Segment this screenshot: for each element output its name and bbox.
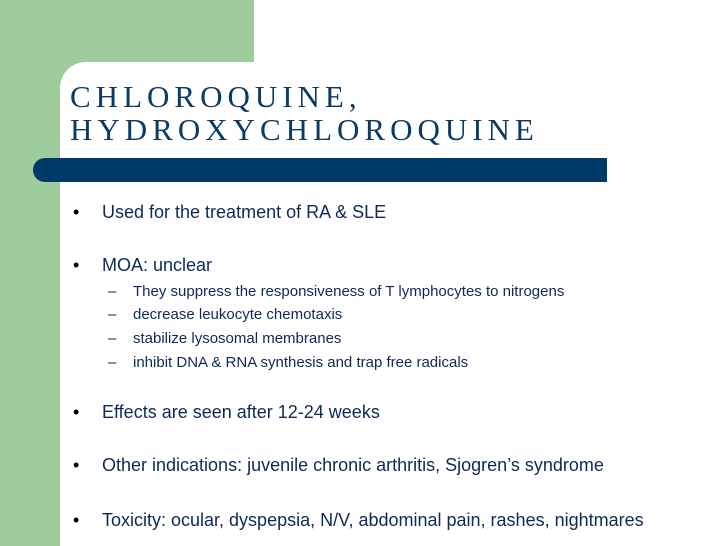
- sub-bullet-marker: –: [108, 306, 117, 323]
- bullet-text: Effects are seen after 12-24 weeks: [102, 402, 380, 422]
- slide-title-line-2: HYDROXYCHLOROQUINE: [70, 112, 539, 147]
- sub-bullet-text: They suppress the responsiveness of T lymphocytes to nitrogens: [133, 283, 565, 300]
- sub-bullet-text: inhibit DNA & RNA synthesis and trap free radicals: [133, 354, 469, 371]
- bullet-text: MOA: unclear: [102, 255, 213, 275]
- slide-title-line-1: CHLOROQUINE,: [70, 79, 362, 114]
- sub-bullet-item: [108, 306, 708, 324]
- bullet-marker: •: [73, 202, 80, 222]
- sub-bullet-text: stabilize lysosomal membranes: [133, 330, 342, 347]
- bullet-item-treatment: [73, 202, 713, 223]
- bullet-marker: •: [73, 255, 80, 275]
- sub-bullet-item: [108, 283, 708, 301]
- sub-bullet-item: [108, 354, 708, 372]
- bullet-item-moa: [73, 255, 713, 276]
- bullet-marker: •: [73, 402, 80, 422]
- sub-bullet-marker: –: [108, 283, 117, 300]
- bullet-marker: •: [73, 510, 80, 530]
- bullet-text: Other indications: juvenile chronic arthritis, Sjogren’s syndrome: [102, 455, 604, 475]
- bullet-marker: •: [73, 455, 80, 475]
- bullet-item-indications: [73, 455, 713, 476]
- sub-bullet-marker: –: [108, 354, 117, 371]
- bullet-text: Used for the treatment of RA & SLE: [102, 202, 387, 222]
- bullet-item-effects: [73, 402, 713, 423]
- sub-bullet-marker: –: [108, 330, 117, 347]
- bullet-text: Toxicity: ocular, dyspepsia, N/V, abdominal pain, rashes, nightmares: [102, 510, 644, 530]
- sub-bullet-item: [108, 330, 708, 348]
- bullet-item-toxicity: [73, 510, 713, 531]
- sub-bullet-text: decrease leukocyte chemotaxis: [133, 306, 343, 323]
